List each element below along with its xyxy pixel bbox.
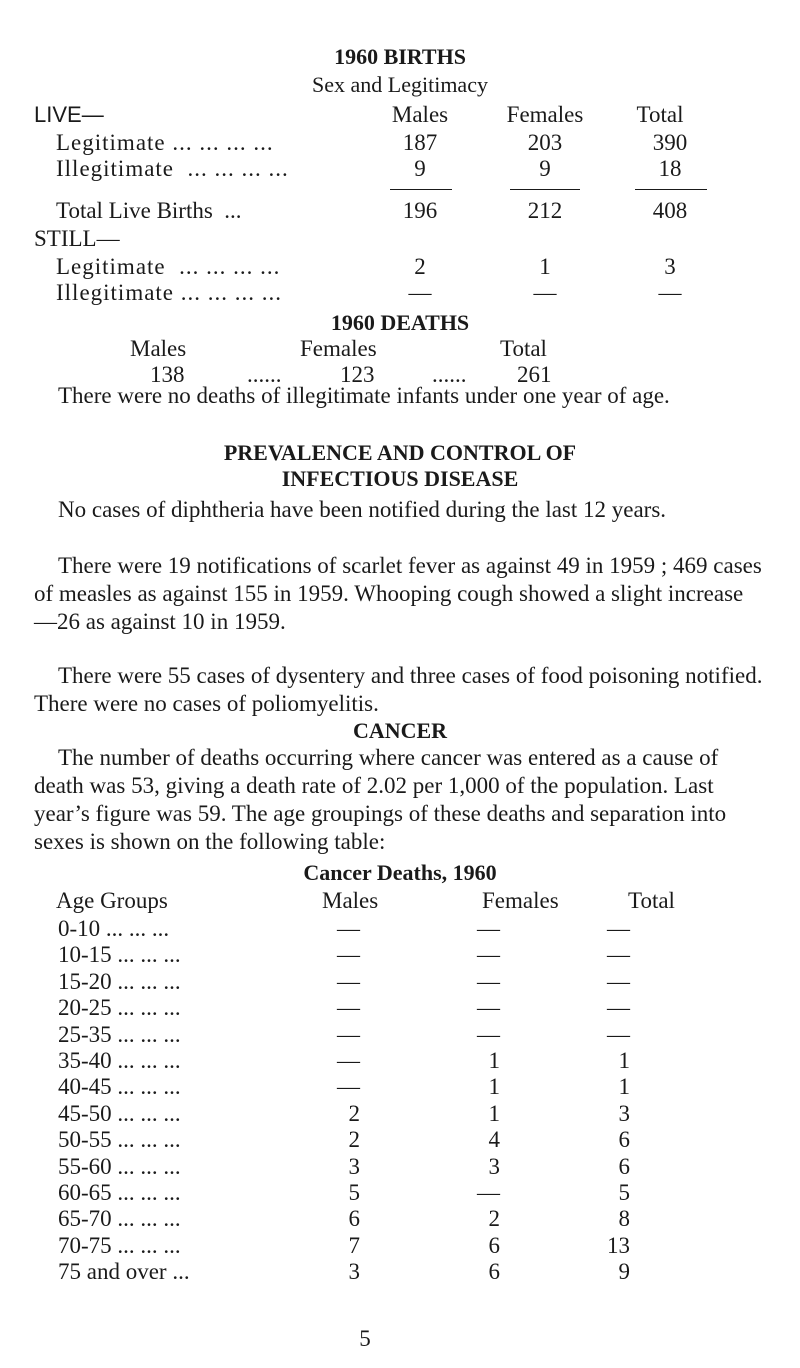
males-value: 6 [348,1206,360,1231]
total-live-label: Total Live Births ... [56,198,242,223]
total-value: — [607,1022,630,1047]
age-group-label: 70-75 ... ... ... [58,1233,181,1258]
row-females: 9 [539,156,551,181]
total-value: — [607,916,630,941]
age-group-label: 40-45 ... ... ... [58,1074,181,1099]
total-value: 5 [618,1180,630,1205]
deaths-title: 1960 DEATHS [330,310,470,335]
females-value: 1 [488,1048,500,1073]
total-value: 8 [618,1206,630,1231]
prevalence-title-line1: PREVALENCE AND CONTROL OF [223,440,577,465]
females-value: — [477,1022,500,1047]
still-label: STILL— [34,226,120,251]
age-group-label: 60-65 ... ... ... [58,1180,181,1205]
females-value: — [477,969,500,994]
subtotal-rule-total [635,189,707,190]
total-value: 6 [618,1154,630,1179]
col-males-header: Males [391,102,449,127]
age-group-label: 65-70 ... ... ... [58,1206,181,1231]
deaths-males-value: 138 [150,362,185,387]
row-males: 187 [402,130,438,155]
births-subtitle: Sex and Legitimacy [312,72,488,97]
females-value: 6 [488,1259,500,1284]
males-value: 3 [348,1259,360,1284]
males-value: — [337,1048,360,1073]
deaths-note: There were no deaths of illegitimate infants under one year of age. [58,383,670,408]
age-group-label: 20-25 ... ... ... [58,995,181,1020]
age-group-label: 0-10 ... ... ... [58,916,170,941]
males-value: 2 [348,1127,360,1152]
age-group-label: 45-50 ... ... ... [58,1101,181,1126]
age-group-label: 50-55 ... ... ... [58,1127,181,1152]
col-age-groups-header: Age Groups [56,888,168,913]
page-number: 5 [359,1326,371,1351]
females-value: — [477,942,500,967]
row-males: 2 [414,254,426,279]
age-group-label: 55-60 ... ... ... [58,1154,181,1179]
row-males: 9 [414,156,426,181]
row-total: 390 [652,130,688,155]
males-value: 3 [348,1154,360,1179]
deaths-females-header: Females [300,336,377,361]
col-females-header: Females [482,888,559,913]
age-group-label: 35-40 ... ... ... [58,1048,181,1073]
age-group-label: 75 and over ... [58,1259,190,1284]
males-value: 7 [348,1233,360,1258]
males-value: — [337,995,360,1020]
age-group-label: 15-20 ... ... ... [58,969,181,994]
females-value: 3 [488,1154,500,1179]
total-value: 13 [607,1233,630,1258]
females-value: 2 [488,1206,500,1231]
row-females: 1 [539,254,551,279]
females-value: — [477,916,500,941]
col-total-header: Total [636,102,684,127]
females-value: 1 [488,1101,500,1126]
total-value: 9 [618,1259,630,1284]
total-live-females: 212 [527,198,563,223]
row-label: Illegitimate ... ... ... ... [56,280,283,305]
total-value: 1 [618,1048,630,1073]
col-total-header: Total [628,888,675,913]
row-total: 18 [658,156,682,181]
males-value: — [337,916,360,941]
females-value: 1 [488,1074,500,1099]
cancer-table-title: Cancer Deaths, 1960 [303,860,497,885]
total-value: 1 [618,1074,630,1099]
females-value: 6 [488,1233,500,1258]
males-value: — [337,969,360,994]
females-value: — [477,995,500,1020]
males-value: — [337,1074,360,1099]
deaths-total-header: Total [500,336,547,361]
age-group-label: 25-35 ... ... ... [58,1022,181,1047]
males-value: 5 [348,1180,360,1205]
females-value: — [477,1180,500,1205]
col-females-header: Females [506,102,584,127]
deaths-females-value: 123 [340,362,375,387]
cancer-para: The number of deaths occurring where cancer was entered as a cause of death was 53, giving a death rate of 2.02 per 1,000 of the population. Last year’s figure was 59. The age groupings of these deaths and separation into sexes is shown on the following table: [34,745,727,854]
age-group-label: 10-15 ... ... ... [58,942,181,967]
total-value: — [607,995,630,1020]
deaths-males-header: Males [130,336,187,361]
total-live-males: 196 [402,198,438,223]
row-males: — [408,280,432,305]
deaths-leader-2: ...... [432,362,467,387]
deaths-leader-1: ...... [247,362,282,387]
cancer-title: CANCER [352,718,448,743]
col-males-header: Males [322,888,379,913]
deaths-total-value: 261 [517,362,552,387]
prevalence-para-2: There were 19 notifications of scarlet fever as against 49 in 1959 ; 469 cases of measles as against 155 in 1959. Whooping cough showed a slight increase—26 as against 10 in 1959. [34,553,762,634]
total-value: 6 [618,1127,630,1152]
live-label: LIVE— [34,102,104,127]
total-value: — [607,969,630,994]
row-females: — [533,280,557,305]
males-value: — [337,942,360,967]
row-label: Legitimate ... ... ... ... [56,130,274,155]
total-value: — [607,942,630,967]
females-value: 4 [488,1127,500,1152]
total-live-total: 408 [652,198,688,223]
row-label: Illegitimate ... ... ... ... [56,156,289,181]
prevalence-title-line2: INFECTIOUS DISEASE [281,466,519,491]
row-total: — [658,280,682,305]
row-females: 203 [527,130,563,155]
prevalence-para-3: There were 55 cases of dysentery and three cases of food poisoning notified. There were no cases of poliomyelitis. [34,663,763,716]
subtotal-rule-females [510,189,580,190]
subtotal-rule-males [390,189,452,190]
row-total: 3 [664,254,676,279]
prevalence-para-1: No cases of diphtheria have been notified during the last 12 years. [58,497,667,522]
males-value: 2 [348,1101,360,1126]
row-label: Legitimate ... ... ... ... [56,254,281,279]
males-value: — [337,1022,360,1047]
total-value: 3 [618,1101,630,1126]
births-title: 1960 BIRTHS [334,44,466,69]
